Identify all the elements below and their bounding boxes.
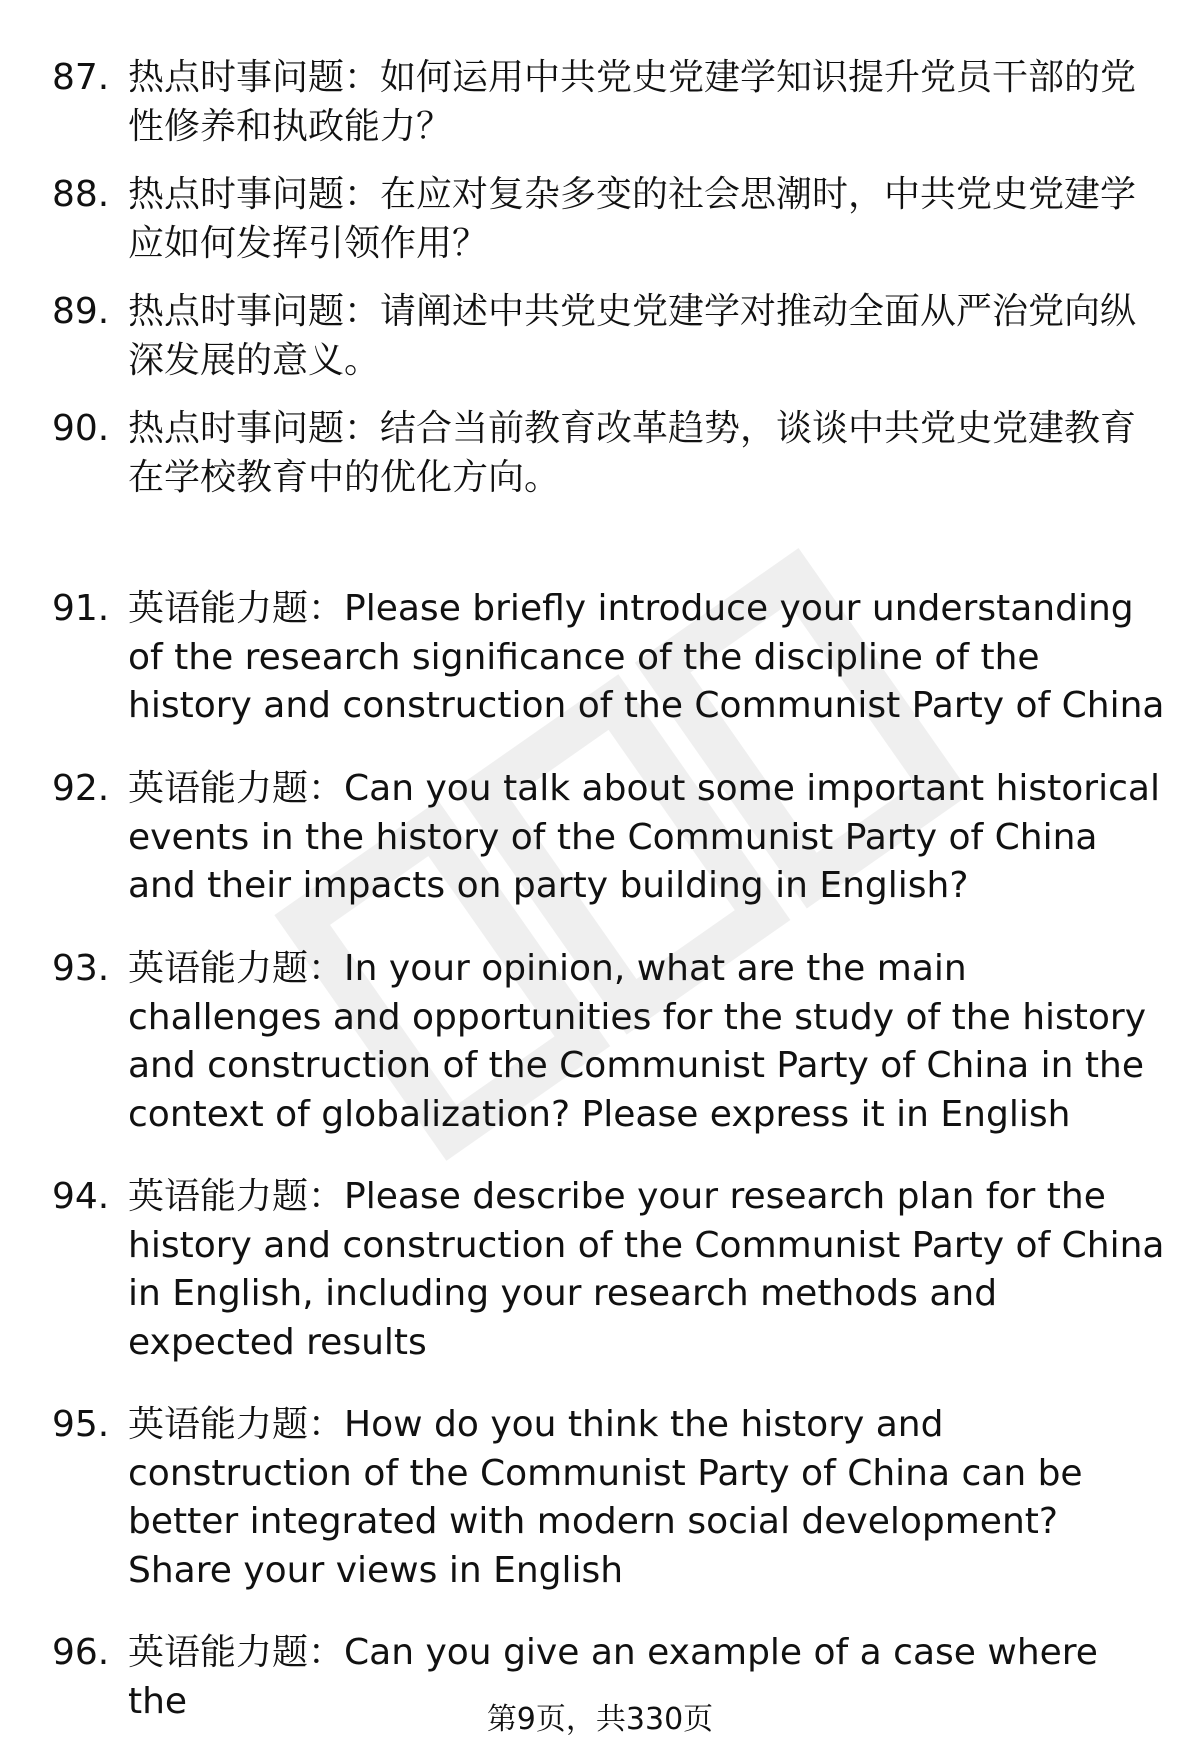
question-body — [128, 945, 1168, 1139]
question-body — [128, 585, 1168, 731]
question-category: 热点时事问题： — [128, 291, 381, 332]
question-number: 93. — [52, 948, 110, 989]
question-body — [128, 1173, 1168, 1367]
question-text: Can you give an example of a case where the — [128, 1632, 1098, 1722]
question-text: 结合当前教育改革趋势，谈谈中共党史党建教育在学校教育中的优化方向。 — [128, 408, 1137, 498]
question-category: 英语能力题： — [128, 1632, 345, 1673]
question-body — [128, 54, 1168, 151]
question-number: 87. — [52, 57, 110, 98]
question-number: 89. — [52, 291, 110, 332]
question-text: 如何运用中共党史党建学知识提升党员干部的党性修养和执政能力？ — [128, 57, 1137, 147]
page-number-footer: 第9页，共330页 — [486, 1702, 714, 1737]
question-category: 英语能力题： — [128, 588, 345, 629]
question-text: Can you talk about some important historical events in the history of the Communist Party of China and their impacts on party building in English? — [128, 768, 1160, 906]
question-category: 英语能力题： — [128, 1404, 345, 1445]
question-body — [128, 171, 1168, 268]
question-text: How do you think the history and construction of the Communist Party of China can be better integrated with modern social development? Share your views in English — [128, 1404, 1083, 1591]
question-number: 96. — [52, 1632, 110, 1673]
question-number: 94. — [52, 1176, 110, 1217]
question-category: 热点时事问题： — [128, 174, 381, 215]
question-text: Please briefly introduce your understanding of the research significance of the discipline of the history and construction of the Communist Party of China — [128, 588, 1165, 726]
question-number: 90. — [52, 408, 110, 449]
question-body — [128, 1401, 1168, 1595]
question-number: 92. — [52, 768, 110, 809]
question-number: 95. — [52, 1404, 110, 1445]
question-text: 在应对复杂多变的社会思潮时，中共党史党建学应如何发挥引领作用？ — [128, 174, 1137, 264]
question-category: 英语能力题： — [128, 948, 345, 989]
question-category: 热点时事问题： — [128, 408, 381, 449]
question-body — [128, 405, 1168, 502]
question-body — [128, 765, 1168, 911]
question-number: 88. — [52, 174, 110, 215]
question-category: 英语能力题： — [128, 1176, 345, 1217]
question-text: 请阐述中共党史党建学对推动全面从严治党向纵深发展的意义。 — [128, 291, 1137, 381]
question-category: 热点时事问题： — [128, 57, 381, 98]
question-text: Please describe your research plan for the history and construction of the Communist Party of China in English, including your research methods and expected results — [128, 1176, 1165, 1363]
question-text: In your opinion, what are the main challenges and opportunities for the study of the history and construction of the Communist Party of China in the context of globalization? Please express it in English — [128, 948, 1147, 1135]
question-body — [128, 288, 1168, 385]
question-number: 91. — [52, 588, 110, 629]
question-category: 英语能力题： — [128, 768, 345, 809]
